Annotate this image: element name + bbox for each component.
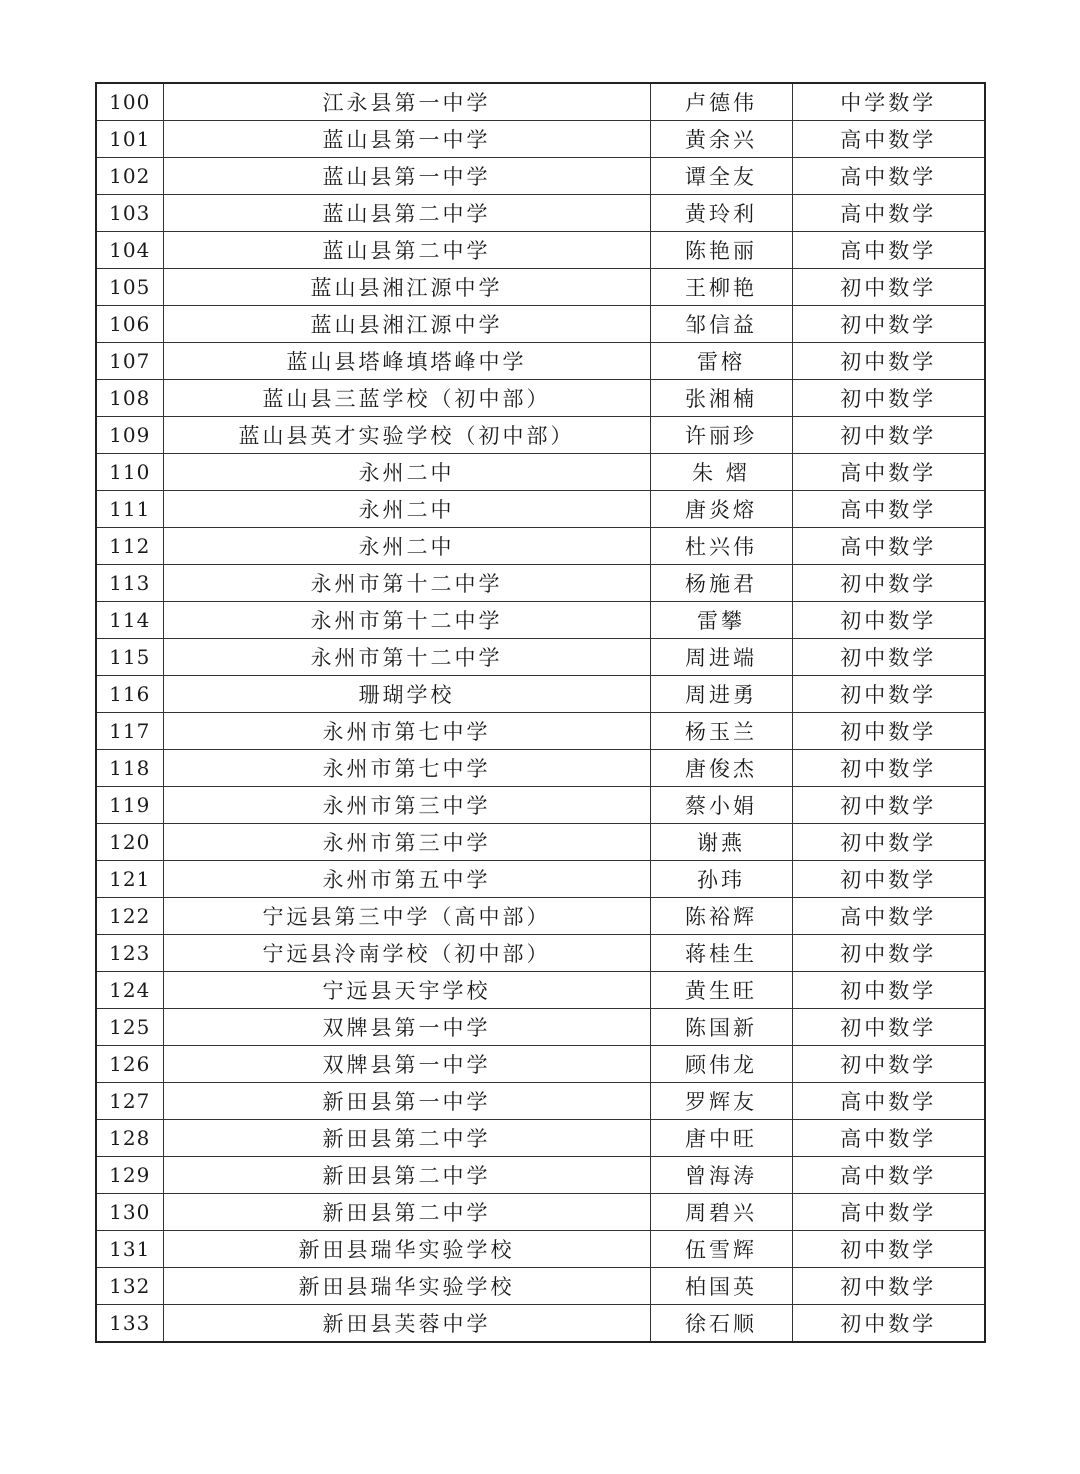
teacher-name-cell: 陈裕辉: [650, 898, 792, 935]
table-row: [96, 1083, 985, 1120]
row-number-cell: 116: [96, 676, 163, 713]
teacher-name-cell: 陈艳丽: [650, 232, 792, 269]
school-cell: 宁远县泠南学校（初中部）: [163, 935, 650, 972]
table-row: [96, 1009, 985, 1046]
table-row: [96, 306, 985, 343]
row-number-cell: 121: [96, 861, 163, 898]
table-row: [96, 232, 985, 269]
teacher-name-cell: 徐石顺: [650, 1305, 792, 1343]
row-number-cell: 110: [96, 454, 163, 491]
school-cell: 蓝山县三蓝学校（初中部）: [163, 380, 650, 417]
subject-cell: 初中数学: [792, 1046, 985, 1083]
table-row: [96, 1268, 985, 1305]
row-number-cell: 127: [96, 1083, 163, 1120]
school-cell: 蓝山县第二中学: [163, 232, 650, 269]
subject-cell: 初中数学: [792, 935, 985, 972]
school-cell: 永州市第十二中学: [163, 565, 650, 602]
subject-cell: 初中数学: [792, 380, 985, 417]
school-cell: 永州二中: [163, 454, 650, 491]
school-cell: 永州市第十二中学: [163, 639, 650, 676]
subject-cell: 高中数学: [792, 528, 985, 565]
table-row: [96, 269, 985, 306]
teacher-name-cell: 杨施君: [650, 565, 792, 602]
table-row: [96, 713, 985, 750]
teacher-name-cell: 王柳艳: [650, 269, 792, 306]
teacher-name-cell: 陈国新: [650, 1009, 792, 1046]
school-cell: 永州市第七中学: [163, 750, 650, 787]
row-number-cell: 100: [96, 83, 163, 121]
table-row: [96, 750, 985, 787]
row-number-cell: 113: [96, 565, 163, 602]
subject-cell: 初中数学: [792, 565, 985, 602]
table-row: [96, 602, 985, 639]
teacher-name-cell: 周碧兴: [650, 1194, 792, 1231]
subject-cell: 初中数学: [792, 787, 985, 824]
teacher-name-cell: 雷榕: [650, 343, 792, 380]
subject-cell: 高中数学: [792, 898, 985, 935]
row-number-cell: 128: [96, 1120, 163, 1157]
teacher-name-cell: 邹信益: [650, 306, 792, 343]
row-number-cell: 126: [96, 1046, 163, 1083]
school-cell: 蓝山县第二中学: [163, 195, 650, 232]
subject-cell: 初中数学: [792, 417, 985, 454]
row-number-cell: 122: [96, 898, 163, 935]
subject-cell: 高中数学: [792, 1157, 985, 1194]
subject-cell: 初中数学: [792, 269, 985, 306]
subject-cell: 初中数学: [792, 676, 985, 713]
row-number-cell: 107: [96, 343, 163, 380]
teacher-name-cell: 杜兴伟: [650, 528, 792, 565]
teacher-name-cell: 唐炎熔: [650, 491, 792, 528]
table-row: [96, 1120, 985, 1157]
subject-cell: 高中数学: [792, 195, 985, 232]
teacher-name-cell: 黄生旺: [650, 972, 792, 1009]
row-number-cell: 117: [96, 713, 163, 750]
row-number-cell: 124: [96, 972, 163, 1009]
subject-cell: 初中数学: [792, 713, 985, 750]
row-number-cell: 108: [96, 380, 163, 417]
teacher-name-cell: 杨玉兰: [650, 713, 792, 750]
school-cell: 蓝山县英才实验学校（初中部）: [163, 417, 650, 454]
table-row: [96, 195, 985, 232]
teacher-name-cell: 卢德伟: [650, 83, 792, 121]
school-cell: 永州市第十二中学: [163, 602, 650, 639]
table-row: [96, 935, 985, 972]
row-number-cell: 118: [96, 750, 163, 787]
teacher-name-cell: 伍雪辉: [650, 1231, 792, 1268]
subject-cell: 高中数学: [792, 1120, 985, 1157]
table-row: [96, 158, 985, 195]
subject-cell: 初中数学: [792, 602, 985, 639]
teacher-name-cell: 孙玮: [650, 861, 792, 898]
teacher-name-cell: 许丽珍: [650, 417, 792, 454]
subject-cell: 高中数学: [792, 232, 985, 269]
school-cell: 宁远县天宇学校: [163, 972, 650, 1009]
row-number-cell: 104: [96, 232, 163, 269]
table-row: [96, 380, 985, 417]
table-row: [96, 454, 985, 491]
table-row: [96, 491, 985, 528]
school-cell: 永州市第五中学: [163, 861, 650, 898]
subject-cell: 高中数学: [792, 1194, 985, 1231]
school-cell: 蓝山县湘江源中学: [163, 306, 650, 343]
school-cell: 永州二中: [163, 528, 650, 565]
row-number-cell: 123: [96, 935, 163, 972]
table-row: [96, 1046, 985, 1083]
table-row: [96, 787, 985, 824]
subject-cell: 初中数学: [792, 750, 985, 787]
school-cell: 宁远县第三中学（高中部）: [163, 898, 650, 935]
school-cell: 蓝山县第一中学: [163, 158, 650, 195]
teacher-name-cell: 顾伟龙: [650, 1046, 792, 1083]
row-number-cell: 114: [96, 602, 163, 639]
subject-cell: 中学数学: [792, 83, 985, 121]
row-number-cell: 129: [96, 1157, 163, 1194]
teacher-name-cell: 唐中旺: [650, 1120, 792, 1157]
school-cell: 新田县第一中学: [163, 1083, 650, 1120]
teacher-name-cell: 张湘楠: [650, 380, 792, 417]
subject-cell: 初中数学: [792, 306, 985, 343]
subject-cell: 初中数学: [792, 1231, 985, 1268]
school-cell: 新田县瑞华实验学校: [163, 1268, 650, 1305]
row-number-cell: 131: [96, 1231, 163, 1268]
teacher-name-cell: 黄玲利: [650, 195, 792, 232]
row-number-cell: 132: [96, 1268, 163, 1305]
table-row: [96, 824, 985, 861]
table-row: [96, 639, 985, 676]
teacher-name-cell: 黄余兴: [650, 121, 792, 158]
row-number-cell: 111: [96, 491, 163, 528]
row-number-cell: 105: [96, 269, 163, 306]
school-cell: 新田县第二中学: [163, 1194, 650, 1231]
school-cell: 蓝山县塔峰填塔峰中学: [163, 343, 650, 380]
teacher-name-cell: 曾海涛: [650, 1157, 792, 1194]
teacher-name-cell: 谭全友: [650, 158, 792, 195]
school-cell: 新田县第二中学: [163, 1120, 650, 1157]
subject-cell: 初中数学: [792, 1268, 985, 1305]
row-number-cell: 103: [96, 195, 163, 232]
table-row: [96, 972, 985, 1009]
subject-cell: 高中数学: [792, 121, 985, 158]
teacher-name-cell: 谢燕: [650, 824, 792, 861]
teacher-name-cell: 柏国英: [650, 1268, 792, 1305]
school-cell: 双牌县第一中学: [163, 1046, 650, 1083]
row-number-cell: 125: [96, 1009, 163, 1046]
teacher-name-cell: 周进勇: [650, 676, 792, 713]
teacher-name-cell: 雷攀: [650, 602, 792, 639]
table-row: [96, 83, 985, 121]
table-row: [96, 121, 985, 158]
subject-cell: 初中数学: [792, 639, 985, 676]
table-row: [96, 1305, 985, 1343]
school-cell: 江永县第一中学: [163, 83, 650, 121]
school-cell: 珊瑚学校: [163, 676, 650, 713]
table-row: [96, 417, 985, 454]
table-row: [96, 1157, 985, 1194]
subject-cell: 初中数学: [792, 1009, 985, 1046]
row-number-cell: 133: [96, 1305, 163, 1343]
row-number-cell: 101: [96, 121, 163, 158]
table-row: [96, 861, 985, 898]
row-number-cell: 119: [96, 787, 163, 824]
table-row: [96, 676, 985, 713]
row-number-cell: 102: [96, 158, 163, 195]
row-number-cell: 130: [96, 1194, 163, 1231]
school-cell: 新田县第二中学: [163, 1157, 650, 1194]
row-number-cell: 115: [96, 639, 163, 676]
subject-cell: 高中数学: [792, 1083, 985, 1120]
teacher-name-cell: 唐俊杰: [650, 750, 792, 787]
school-cell: 双牌县第一中学: [163, 1009, 650, 1046]
table-row: [96, 1194, 985, 1231]
subject-cell: 高中数学: [792, 158, 985, 195]
school-cell: 新田县芙蓉中学: [163, 1305, 650, 1343]
subject-cell: 初中数学: [792, 343, 985, 380]
row-number-cell: 120: [96, 824, 163, 861]
roster-table-body: [96, 83, 985, 1342]
subject-cell: 高中数学: [792, 491, 985, 528]
teacher-name-cell: 蔡小娟: [650, 787, 792, 824]
row-number-cell: 106: [96, 306, 163, 343]
subject-cell: 初中数学: [792, 972, 985, 1009]
school-cell: 新田县瑞华实验学校: [163, 1231, 650, 1268]
subject-cell: 初中数学: [792, 824, 985, 861]
table-row: [96, 343, 985, 380]
teacher-roster-table: [95, 82, 986, 1343]
school-cell: 永州二中: [163, 491, 650, 528]
school-cell: 蓝山县第一中学: [163, 121, 650, 158]
teacher-name-cell: 蒋桂生: [650, 935, 792, 972]
table-row: [96, 528, 985, 565]
school-cell: 永州市第三中学: [163, 824, 650, 861]
table-row: [96, 1231, 985, 1268]
subject-cell: 高中数学: [792, 454, 985, 491]
subject-cell: 初中数学: [792, 861, 985, 898]
teacher-name-cell: 周进端: [650, 639, 792, 676]
school-cell: 蓝山县湘江源中学: [163, 269, 650, 306]
table-row: [96, 898, 985, 935]
row-number-cell: 109: [96, 417, 163, 454]
school-cell: 永州市第七中学: [163, 713, 650, 750]
table-row: [96, 565, 985, 602]
teacher-name-cell: 罗辉友: [650, 1083, 792, 1120]
row-number-cell: 112: [96, 528, 163, 565]
school-cell: 永州市第三中学: [163, 787, 650, 824]
subject-cell: 初中数学: [792, 1305, 985, 1343]
teacher-name-cell: 朱 熠: [650, 454, 792, 491]
